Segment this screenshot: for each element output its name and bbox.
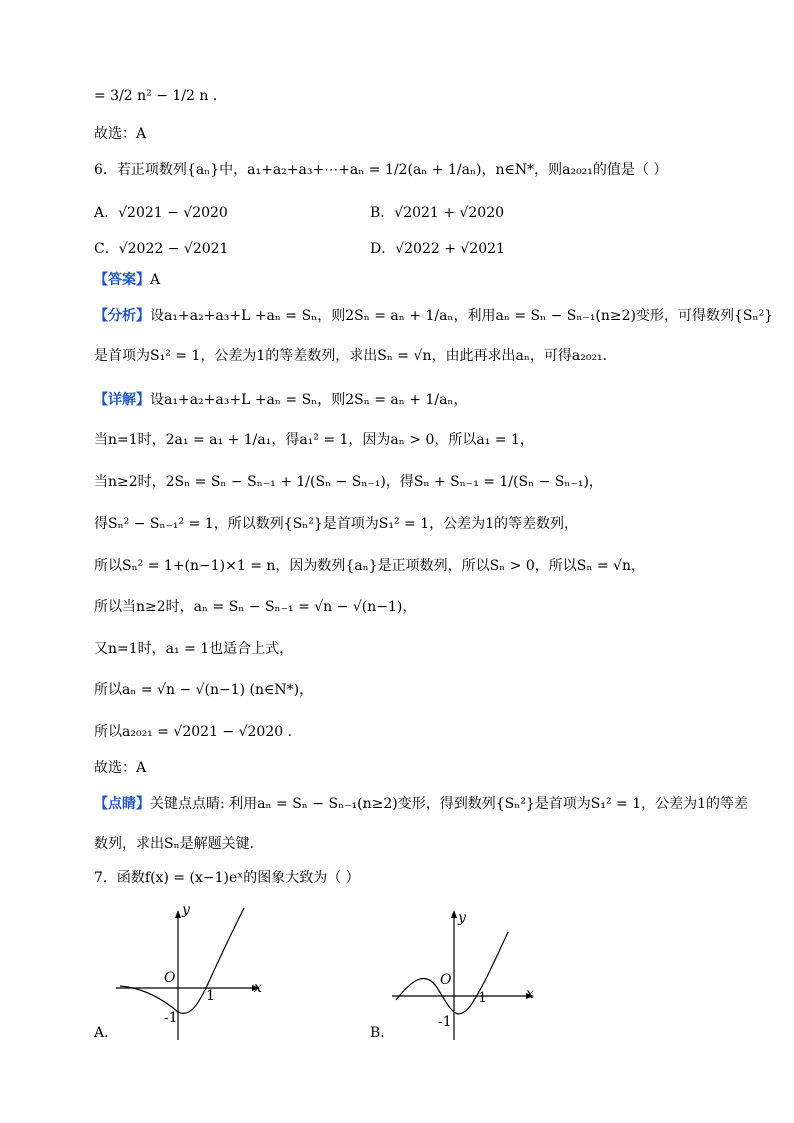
detail-line-1 bbox=[94, 390, 467, 410]
question-6: 6．若正项数列{aₙ}中，a₁+a₂+a₃+⋯+aₙ = 1/2(aₙ + 1/aₙ)，n∈N*，则a₂₀₂₁的值是（ ） bbox=[94, 162, 668, 178]
graph-b-y-label: y bbox=[458, 910, 466, 926]
graph-b-y-arrow bbox=[451, 910, 457, 918]
analysis-line-2: 是首项为S₁² = 1，公差为1的等差数列，求出Sₙ = √n，由此再求出aₙ，可得a₂₀₂₁. bbox=[94, 348, 608, 364]
option-a: A．√2021 − √2020 bbox=[94, 205, 228, 221]
graph-a-one-label: 1 bbox=[206, 988, 215, 1004]
detail-line-9: 所以a₂₀₂₁ = √2021 − √2020 . bbox=[94, 724, 293, 740]
detail-line-7: 又n=1时，a₁ = 1也适合上式， bbox=[94, 641, 294, 657]
key-point-tag: 【点睛】 bbox=[94, 796, 150, 812]
graph-b bbox=[370, 900, 570, 1050]
answer-value: A bbox=[150, 272, 161, 288]
choice-line: 故选：A bbox=[94, 126, 147, 142]
detail-line-8: 所以aₙ = √n − √(n−1) (n∈N*)， bbox=[94, 682, 314, 698]
detail-tag: 【详解】 bbox=[94, 392, 150, 408]
question-7: 7．函数f(x) = (x−1)eˣ的图象大致为（ ） bbox=[94, 870, 360, 886]
detail-text-1: 设a₁+a₂+a₃+L +aₙ = Sₙ，则2Sₙ = aₙ + 1/aₙ， bbox=[150, 392, 468, 408]
graph-b-option-label: B． bbox=[370, 1025, 395, 1041]
detail-line-2: 当n=1时，2a₁ = a₁ + 1/a₁，得a₁² = 1，因为aₙ > 0，所以a₁ = 1， bbox=[94, 432, 534, 448]
graph-b-neg1-label: -1 bbox=[438, 1014, 452, 1030]
graph-b-one-label: 1 bbox=[478, 990, 487, 1006]
key-point-line-1 bbox=[94, 794, 748, 814]
answer-tag: 【答案】 bbox=[94, 272, 150, 288]
detail-line-3: 当n≥2时，2Sₙ = Sₙ − Sₙ₋₁ + 1/(Sₙ − Sₙ₋₁)，得Sₙ + Sₙ₋₁ = 1/(Sₙ − Sₙ₋₁)， bbox=[94, 474, 603, 490]
graph-b-o-label: O bbox=[440, 972, 452, 988]
graph-a-y-arrow bbox=[175, 910, 181, 918]
detail-line-4: 得Sₙ² − Sₙ₋₁² = 1，所以数列{Sₙ²}是首项为S₁² = 1，公差为1的等差数列， bbox=[94, 516, 579, 532]
detail-line-10: 故选：A bbox=[94, 760, 147, 776]
detail-line-5: 所以Sₙ² = 1+(n−1)×1 = n，因为数列{aₙ}是正项数列，所以Sₙ > 0，所以Sₙ = √n， bbox=[94, 558, 646, 574]
detail-line-6: 所以当n≥2时，aₙ = Sₙ − Sₙ₋₁ = √n − √(n−1)， bbox=[94, 599, 417, 615]
graph-b-x-label: x bbox=[526, 986, 534, 1002]
analysis-line-1 bbox=[94, 306, 773, 326]
option-c: C．√2022 − √2021 bbox=[94, 241, 229, 257]
graph-a-neg1-label: -1 bbox=[164, 1010, 178, 1026]
analysis-tag: 【分析】 bbox=[94, 308, 150, 324]
formula-line: = 3/2 n² − 1/2 n . bbox=[94, 88, 218, 104]
option-b: B．√2021 + √2020 bbox=[370, 205, 505, 221]
key-point-text-1: 关键点点睛: 利用aₙ = Sₙ − Sₙ₋₁(n≥2)变形，得到数列{Sₙ²}是首项为S₁² = 1，公差为1的等差 bbox=[150, 796, 749, 812]
graph-b-curve bbox=[396, 932, 508, 1014]
analysis-text-1: 设a₁+a₂+a₃+L +aₙ = Sₙ，则2Sₙ = aₙ + 1/aₙ，利用aₙ = Sₙ − Sₙ₋₁(n≥2)变形，可得数列{Sₙ²} bbox=[150, 308, 774, 324]
graph-a-o-label: O bbox=[164, 970, 176, 986]
graph-a-option-label: A． bbox=[94, 1025, 119, 1041]
graph-a-y-label: y bbox=[182, 902, 190, 918]
key-point-line-2: 数列，求出Sₙ是解题关键. bbox=[94, 836, 255, 852]
graph-a bbox=[94, 900, 294, 1050]
option-d: D．√2022 + √2021 bbox=[370, 241, 505, 257]
graph-a-x-label: x bbox=[254, 980, 262, 996]
graph-a-curve bbox=[120, 908, 244, 1013]
answer-line bbox=[94, 270, 160, 290]
